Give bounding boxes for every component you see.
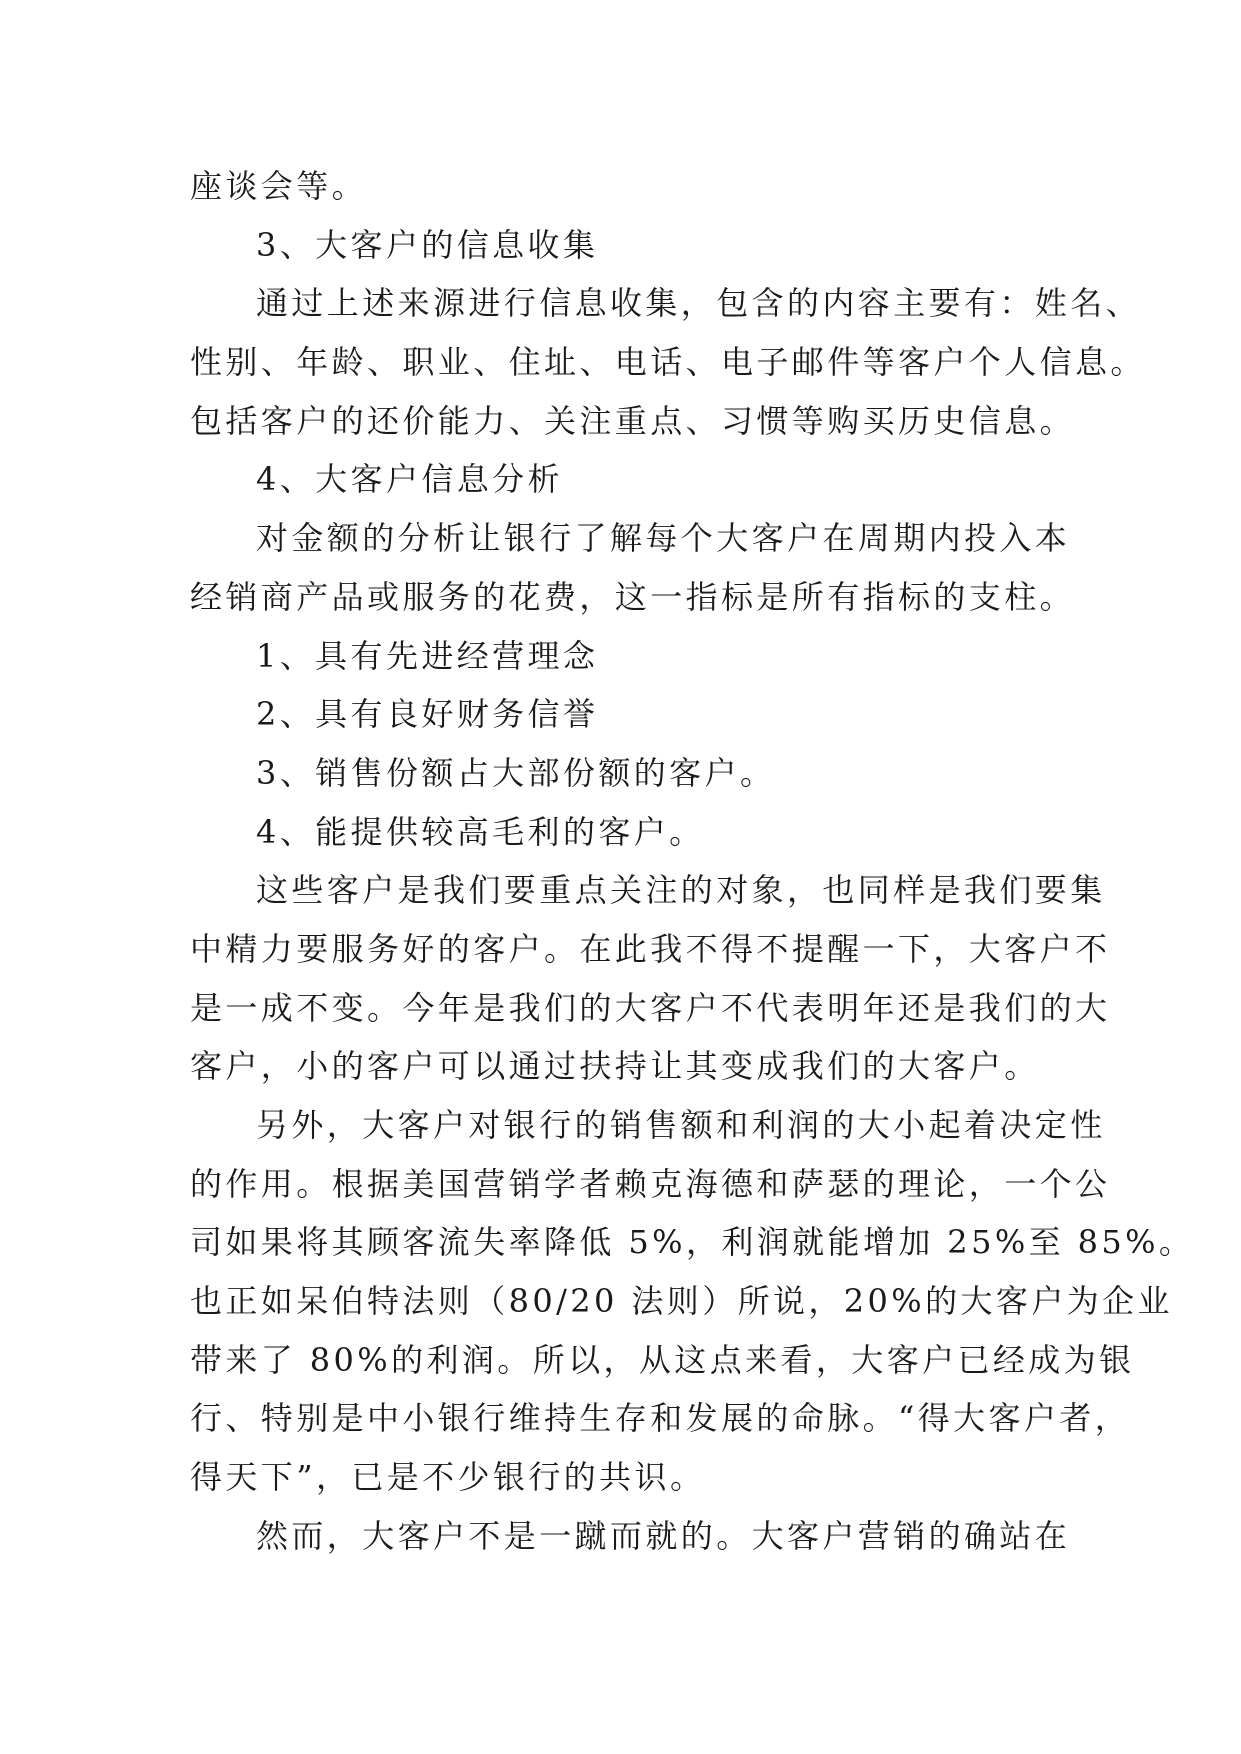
list-item: 4、能提供较高毛利的客户。 (256, 812, 705, 851)
text-line: 是一成不变。今年是我们的大客户不代表明年还是我们的大 (190, 988, 1111, 1027)
text-line: 带来了 80%的利润。所以，从这点来看，大客户已经成为银 (190, 1340, 1135, 1379)
text-line: 经销商产品或服务的花费，这一指标是所有指标的支柱。 (190, 577, 1076, 616)
paragraph-first-line: 这些客户是我们要重点关注的对象，也同样是我们要集 (256, 871, 1106, 910)
list-item: 1、具有先进经营理念 (256, 636, 599, 675)
paragraph-first-line: 对金额的分析让银行了解每个大客户在周期内投入本 (256, 519, 1071, 558)
text-line: 座谈会等。 (190, 167, 368, 205)
text-line: 得天下”，已是不少银行的共识。 (190, 1458, 706, 1497)
section-heading: 3、大客户的信息收集 (256, 225, 599, 264)
text-line: 性别、年龄、职业、住址、电话、电子邮件等客户个人信息。 (190, 343, 1146, 382)
text-line: 中精力要服务好的客户。在此我不得不提醒一下，大客户不 (190, 929, 1111, 968)
text-line: 的作用。根据美国营销学者赖克海德和萨瑟的理论，一个公 (190, 1164, 1111, 1203)
document-body (190, 157, 1195, 1566)
paragraph-first-line: 另外，大客户对银行的销售额和利润的大小起着决定性 (256, 1106, 1106, 1144)
text-line: 也正如呆伯特法则（80/20 法则）所说，20%的大客户为企业 (190, 1282, 1173, 1321)
text-line: 包括客户的还价能力、关注重点、习惯等购买历史信息。 (190, 401, 1076, 440)
section-heading: 4、大客户信息分析 (256, 460, 563, 499)
text-line: 行、特别是中小银行维持生存和发展的命脉。“得大客户者， (190, 1399, 1131, 1438)
paragraph-first-line: 然而，大客户不是一蹴而就的。大客户营销的确站在 (256, 1516, 1071, 1555)
list-item: 3、销售份额占大部份额的客户。 (256, 753, 776, 792)
text-line: 司如果将其顾客流失率降低 5%，利润就能增加 25%至 85%。 (190, 1223, 1195, 1262)
text-line: 客户，小的客户可以通过扶持让其变成我们的大客户。 (190, 1047, 1040, 1086)
paragraph-first-line: 通过上述来源进行信息收集，包含的内容主要有：姓名、 (256, 284, 1142, 323)
list-item: 2、具有良好财务信誉 (256, 695, 599, 734)
